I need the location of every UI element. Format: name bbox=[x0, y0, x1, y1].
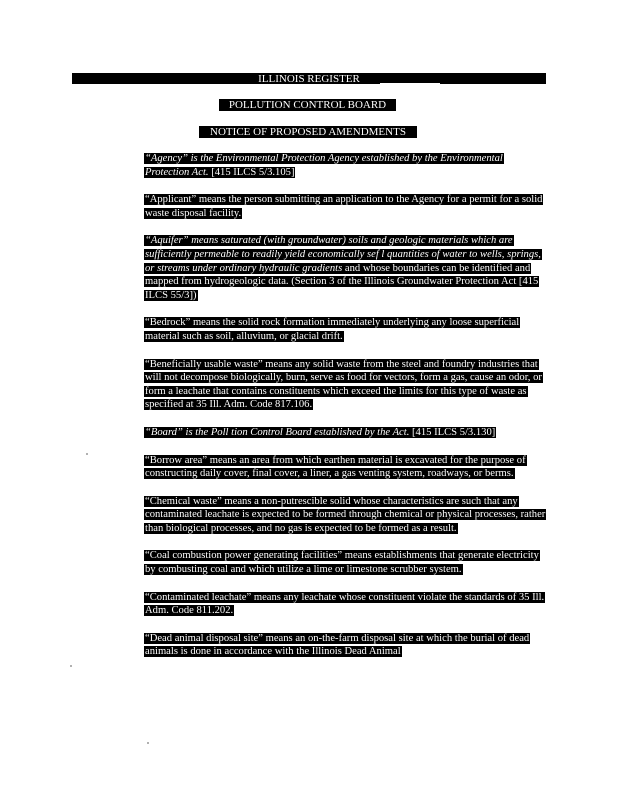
register-title: ILLINOIS REGISTER bbox=[258, 73, 360, 85]
definition-entry bbox=[144, 358, 546, 412]
definition-text: “Dead animal disposal site” means an on-the-farm disposal site at which the burial of dead animals is done in accordance with the Illinois Dead Animal bbox=[145, 632, 530, 658]
definition-text: “Agency” is the Environmental Protection Agency established by the Environmental Protection Act. bbox=[145, 153, 503, 178]
definition-text: “Board” is the Poll tion Control Board established by the Act. bbox=[145, 426, 410, 438]
definition-text: “Beneficially usable waste” means any solid waste from the steel and foundry industries that will not decompose biologically, burn, serve as food for vectors, form a gas, cause an odor, or form a leachate that contains constituents which exceed the limits for this type of waste as specified at 35 Ill. Adm. Code 817.106. bbox=[145, 358, 542, 411]
definition-entry bbox=[144, 632, 546, 659]
definition-text: “Applicant” means the person submitting an application to the Agency for a permit for a solid waste disposal facility. bbox=[145, 194, 543, 219]
scan-speck bbox=[147, 742, 149, 744]
definition-text: “Contaminated leachate” means any leachate whose constituent violate the standards of 35 Ill. Adm. Code 811.202. bbox=[145, 591, 545, 617]
definition-entry bbox=[144, 234, 546, 302]
definition-citation: [415 ILCS 5/3.105] bbox=[211, 166, 295, 178]
definition-entry bbox=[144, 193, 546, 220]
definition-citation: and whose boundaries can be identified and mapped from hydrogeologic data. (Section 3 of the Illinois Groundwater Protection Act [415 ILCS 55/3]) bbox=[145, 262, 539, 301]
scan-speck bbox=[70, 665, 72, 667]
definition-entry bbox=[144, 454, 546, 481]
notice-title: NOTICE OF PROPOSED AMENDMENTS bbox=[199, 126, 417, 138]
definition-entry bbox=[144, 549, 546, 576]
scan-speck bbox=[86, 453, 88, 455]
definition-entry bbox=[144, 426, 546, 440]
definition-entry bbox=[144, 591, 546, 618]
definition-entry bbox=[144, 152, 546, 179]
definitions-list bbox=[144, 152, 546, 673]
definition-citation: [415 ILCS 5/3.130] bbox=[412, 426, 496, 438]
board-name: POLLUTION CONTROL BOARD bbox=[219, 99, 396, 111]
definition-text: “Chemical waste” means a non-putrescible solid whose characteristics are such that any contaminated leachate is expected to be formed through chemical or physical processes, rather than biological processes, and no gas is expected to be formed as a result. bbox=[145, 495, 546, 534]
definition-text: “Bedrock” means the solid rock formation immediately underlying any loose superficial material such as soil, alluvium, or glacial drift. bbox=[145, 317, 520, 342]
definition-text: “Coal combustion power generating facilities” means establishments that generate electricity by combusting coal and which utilize a lime or limestone scrubber system. bbox=[145, 550, 539, 576]
definition-text: “Aquifer” means saturated (with groundwater) soils and geologic materials which are sufficiently permeable to readily yield economically sef l quantities of water to wells, springs, or streams under ordinary hydraulic gradients bbox=[145, 235, 541, 274]
definition-entry bbox=[144, 495, 546, 536]
definition-entry bbox=[144, 316, 546, 343]
definition-text: “Borrow area” means an area from which earthen material is excavated for the purpose of constructing daily cover, final cover, a liner, a gas venting system, roadways, or berms. bbox=[145, 454, 526, 480]
header-underline bbox=[380, 83, 440, 84]
